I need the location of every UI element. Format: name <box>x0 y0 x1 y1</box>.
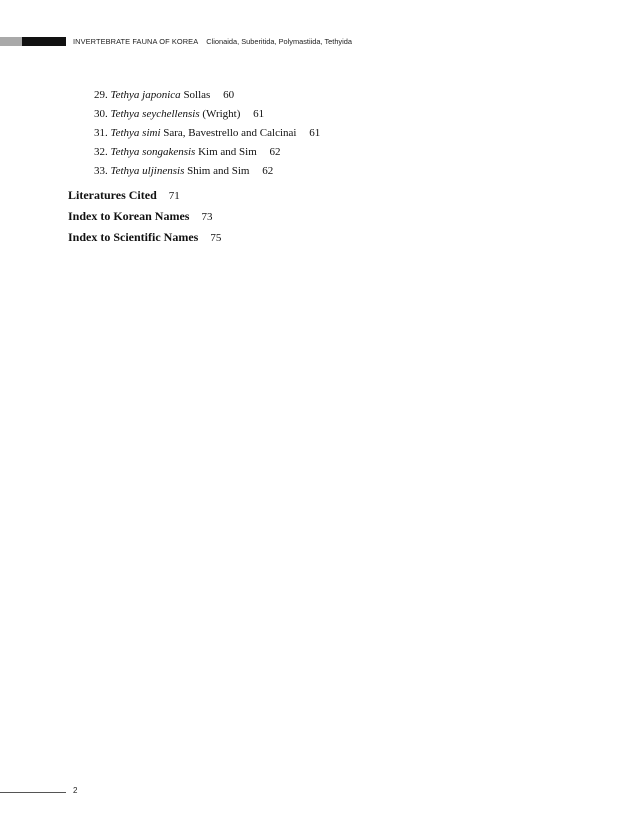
entry-author: Sollas <box>183 89 211 101</box>
header-subtitle: Clionaida, Suberitida, Polymastiida, Tethyida <box>206 37 352 46</box>
entry-author: Shim and Sim <box>187 165 250 177</box>
header-gray-bar <box>0 37 22 46</box>
toc-entry <box>94 164 273 178</box>
entry-author: Kim and Sim <box>198 146 257 158</box>
section-label: Index to Korean Names <box>68 209 190 223</box>
toc-section <box>68 188 180 204</box>
toc-entry <box>94 126 320 140</box>
section-page: 71 <box>168 190 180 202</box>
entry-taxon: Tethya japonica <box>110 89 181 101</box>
toc-entry <box>94 88 234 102</box>
header-series-title: INVERTEBRATE FAUNA OF KOREA <box>73 37 199 46</box>
section-page: 73 <box>201 211 213 223</box>
entry-page: 60 <box>223 89 235 101</box>
footer-rule <box>0 792 66 793</box>
entry-page: 61 <box>309 127 321 139</box>
entry-number: 30. <box>94 108 108 120</box>
section-label: Index to Scientific Names <box>68 230 199 244</box>
entry-page: 62 <box>262 165 274 177</box>
entry-taxon: Tethya uljinensis <box>110 165 185 177</box>
header-text <box>73 36 352 47</box>
toc-section <box>68 209 212 225</box>
entry-number: 33. <box>94 165 108 177</box>
entry-taxon: Tethya simi <box>110 127 161 139</box>
header-black-bar <box>22 37 66 46</box>
toc-entry <box>94 145 281 159</box>
section-page: 75 <box>210 232 222 244</box>
entry-number: 31. <box>94 127 108 139</box>
entry-page: 61 <box>253 108 265 120</box>
toc-entry <box>94 107 264 121</box>
entry-page: 62 <box>269 146 281 158</box>
entry-author: Sara, Bavestrello and Calcinai <box>163 127 297 139</box>
entry-number: 32. <box>94 146 108 158</box>
page-number: 2 <box>73 786 78 795</box>
section-label: Literatures Cited <box>68 188 157 202</box>
entry-number: 29. <box>94 89 108 101</box>
entry-author: (Wright) <box>202 108 241 120</box>
toc-section <box>68 230 221 246</box>
entry-taxon: Tethya songakensis <box>110 146 196 158</box>
entry-taxon: Tethya seychellensis <box>110 108 200 120</box>
